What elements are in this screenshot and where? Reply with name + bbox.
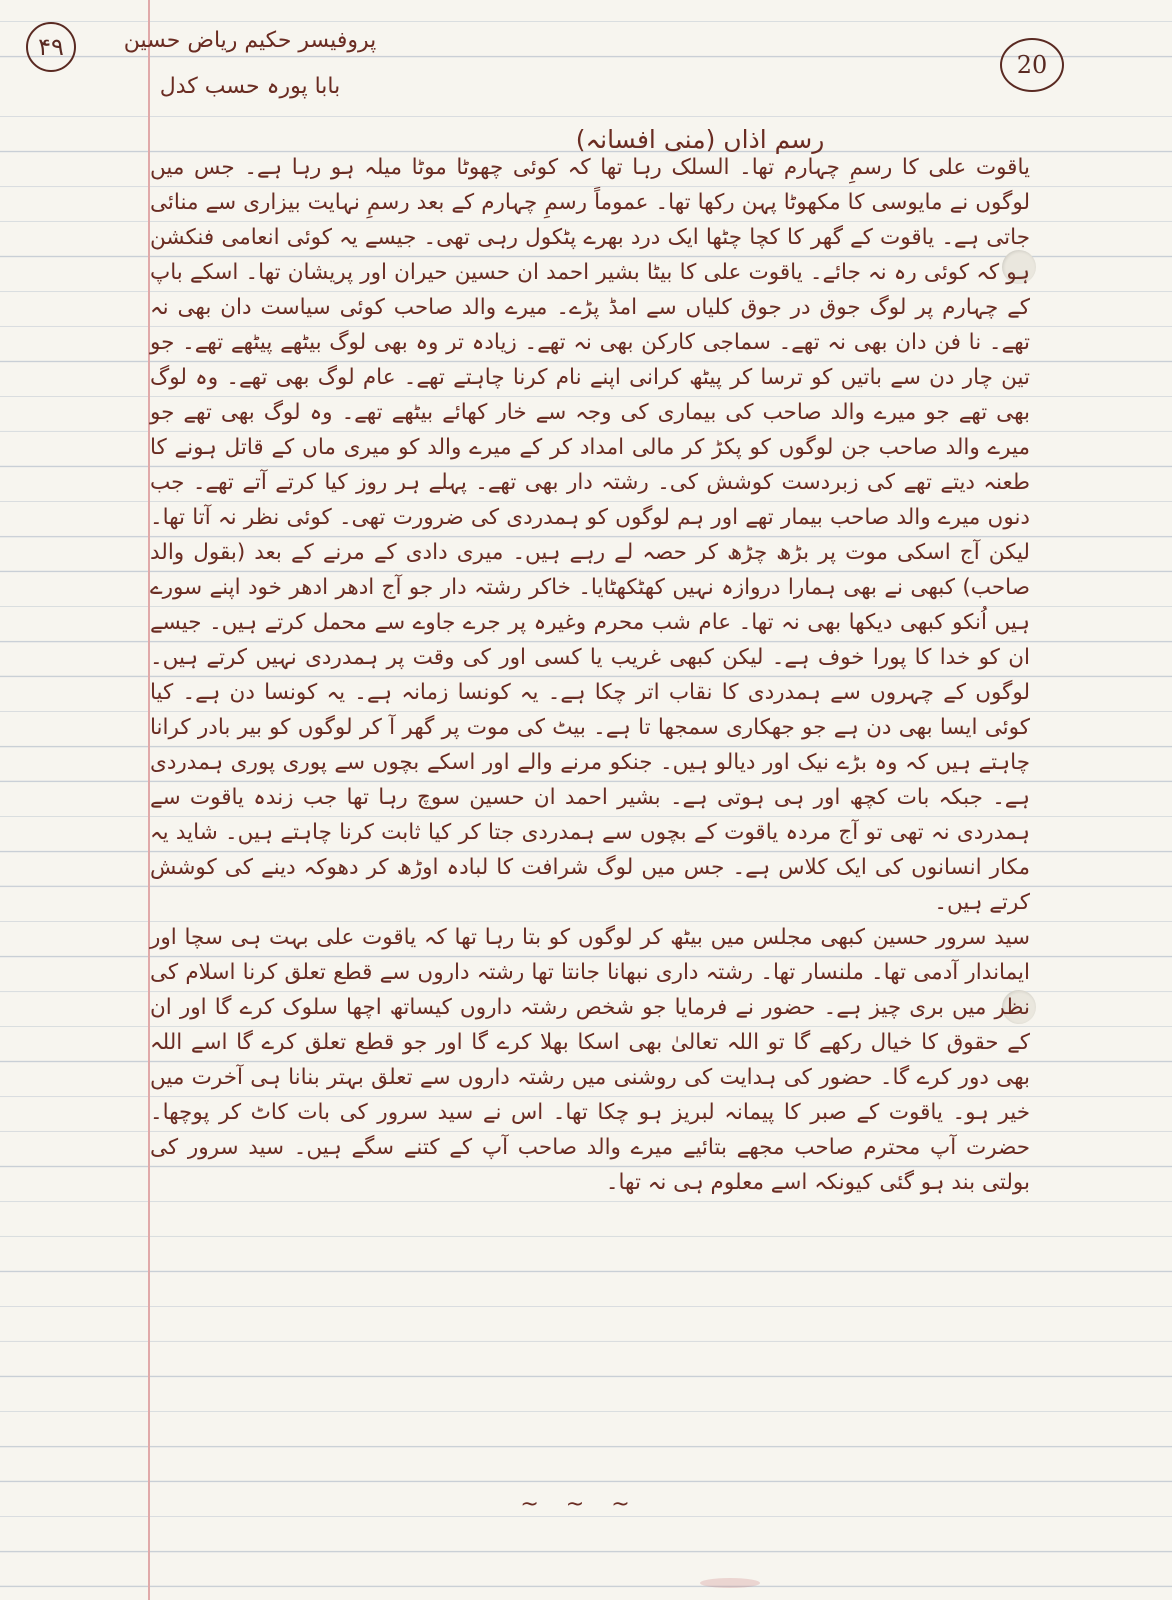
end-mark: ~ ~ ~ <box>520 1492 640 1517</box>
page-number-right: 20 <box>1000 38 1064 92</box>
ink-stain <box>700 1578 760 1588</box>
page-number-left: ۴۹ <box>26 22 76 72</box>
author-block <box>120 18 380 110</box>
story-title: رسم اذاں (منی افسانہ) <box>575 125 825 154</box>
story-body <box>150 150 1030 1200</box>
author-address: بابا پورہ حسب کدل <box>159 74 341 99</box>
author-name: پروفیسر حکیم ریاض حسین <box>123 28 377 53</box>
paragraph: سید سرور حسین کبھی مجلس میں بیٹھ کر لوگوں کو بتا رہا تھا کہ یاقوت علی بہت ہی سچا اور ایماندار آدمی تھا۔ ملنسار تھا۔ رشتہ داری نبھانا جانتا تھا رشتہ داروں سے قطع تعلق کرنا اسلام کی نظر میں بری چیز ہے۔ حضور نے فرمایا جو شخص رشتہ داروں کیساتھ اچھا سلوک کرے گا اور ان کے حقوق کا خیال رکھے گا تو اللہ تعالیٰ بھی اسکا بھلا کرے گا اور جو قطع تعلق کرے گا اسے اللہ بھی دور کرے گا۔ حضور کی ہدایت کی روشنی میں رشتہ داروں سے تعلق بہتر بنانا ہی آخرت میں خیر ہو۔ یاقوت کے صبر کا پیمانہ لبریز ہو چکا تھا۔ اس نے سید سرور کی بات کاٹ کر پوچھا۔ حضرت آپ محترم صاحب مجھے بتائیے میرے والد صاحب آپ کے کتنے سگے ہیں۔ سید سرور کی بولتی بند ہو گئی کیونکہ اسے معلوم ہی نہ تھا۔ <box>150 925 1030 1195</box>
paragraph: یاقوت علی کا رسمِ چہارم تھا۔ السلک رہا تھا کہ کوئی چھوٹا موٹا میلہ ہو رہا ہے۔ جس میں لوگوں نے مایوسی کا مکھوٹا پہن رکھا تھا۔ عموماً رسمِ چہارم کے بعد رسمِ نہایت بیزاری سے منائی جاتی ہے۔ یاقوت کے گھر کا کچا چٹھا ایک درد بھرے پٹکول رہی تھی۔ جیسے یہ کوئی انعامی فنکشن ہو کہ کوئی رہ نہ جائے۔ یاقوت علی کا بیٹا بشیر احمد ان حسین حیران اور پریشان تھا۔ اسکے باپ کے چہارم پر لوگ جوق در جوق کلیاں سے امڈ پڑے۔ میرے والد صاحب کوئی سیاست دان بھی نہ تھے۔ نا فن دان بھی نہ تھے۔ سماجی کارکن بھی نہ تھے۔ زیادہ تر وہ بھی لوگ بیٹھے پیٹھے تھے۔ جو تین چار دن سے باتیں کو ترسا کر پیٹھ کرانی اپنے نام کرنا چاہتے تھے۔ عام لوگ بھی تھے۔ وہ لوگ بھی تھے جو میرے والد صاحب کی بیماری کی وجہ سے خار کھائے بیٹھے تھے۔ وہ لوگ بھی تھے جو میرے والد صاحب جن لوگوں کو پکڑ کر مالی امداد کر کے میرے والد کو میری ماں کے قاتل ہونے کا طعنہ دیتے تھے کی زبردست کوشش کی۔ رشتہ دار بھی تھے۔ پہلے ہر روز کیا کرتے آتے تھے۔ جب دنوں میرے والد صاحب بیمار تھے اور ہم لوگوں کو ہمدردی کی ضرورت تھی۔ کوئی نظر نہ آتا تھا۔ لیکن آج اسکی موت پر بڑھ چڑھ کر حصہ لے رہے ہیں۔ میری دادی کے مرنے کے بعد (بقول والد صاحب) کبھی نے بھی ہمارا دروازہ نہیں کھٹکھٹایا۔ خاکر رشتہ دار جو آج ادھر ادھر خود اپنے سورے ہیں اُنکو کبھی دیکھا بھی نہ تھا۔ عام شب محرم وغیرہ پر جرے جاوے سے محمل کرتے ہیں۔ جیسے ان کو خدا کا پورا خوف ہے۔ لیکن کبھی غریب یا کسی اور کی وقت پر ہمدردی نہیں کرتے ہیں۔ لوگوں کے چہروں سے ہمدردی کا نقاب اتر چکا ہے۔ یہ کونسا زمانہ ہے۔ یہ کونسا دن ہے۔ کیا کوئی ایسا بھی دن ہے جو جھکاری سمجھا تا ہے۔ بیٹ کی موت پر گھر آ کر لوگوں کو بیر بادر کرانا چاہتے ہیں کہ وہ بڑے نیک اور دیالو ہیں۔ جنکو مرنے والے اور اسکے بچوں سے پوری پوری ہمدردی ہے۔ جبکہ بات کچھ اور ہی ہوتی ہے۔ بشیر احمد ان حسین سوچ رہا تھا جب زندہ یاقوت سے ہمدردی نہ تھی تو آج مردہ یاقوت کے بچوں سے ہمدردی جتا کر کیا ثابت کرنا چاہتے ہیں۔ شاید یہ مکار انسانوں کی ایک کلاس ہے۔ جس میں لوگ شرافت کا لبادہ اوڑھ کر دھوکہ دینے کی کوشش کرتے ہیں۔ <box>150 155 1030 915</box>
